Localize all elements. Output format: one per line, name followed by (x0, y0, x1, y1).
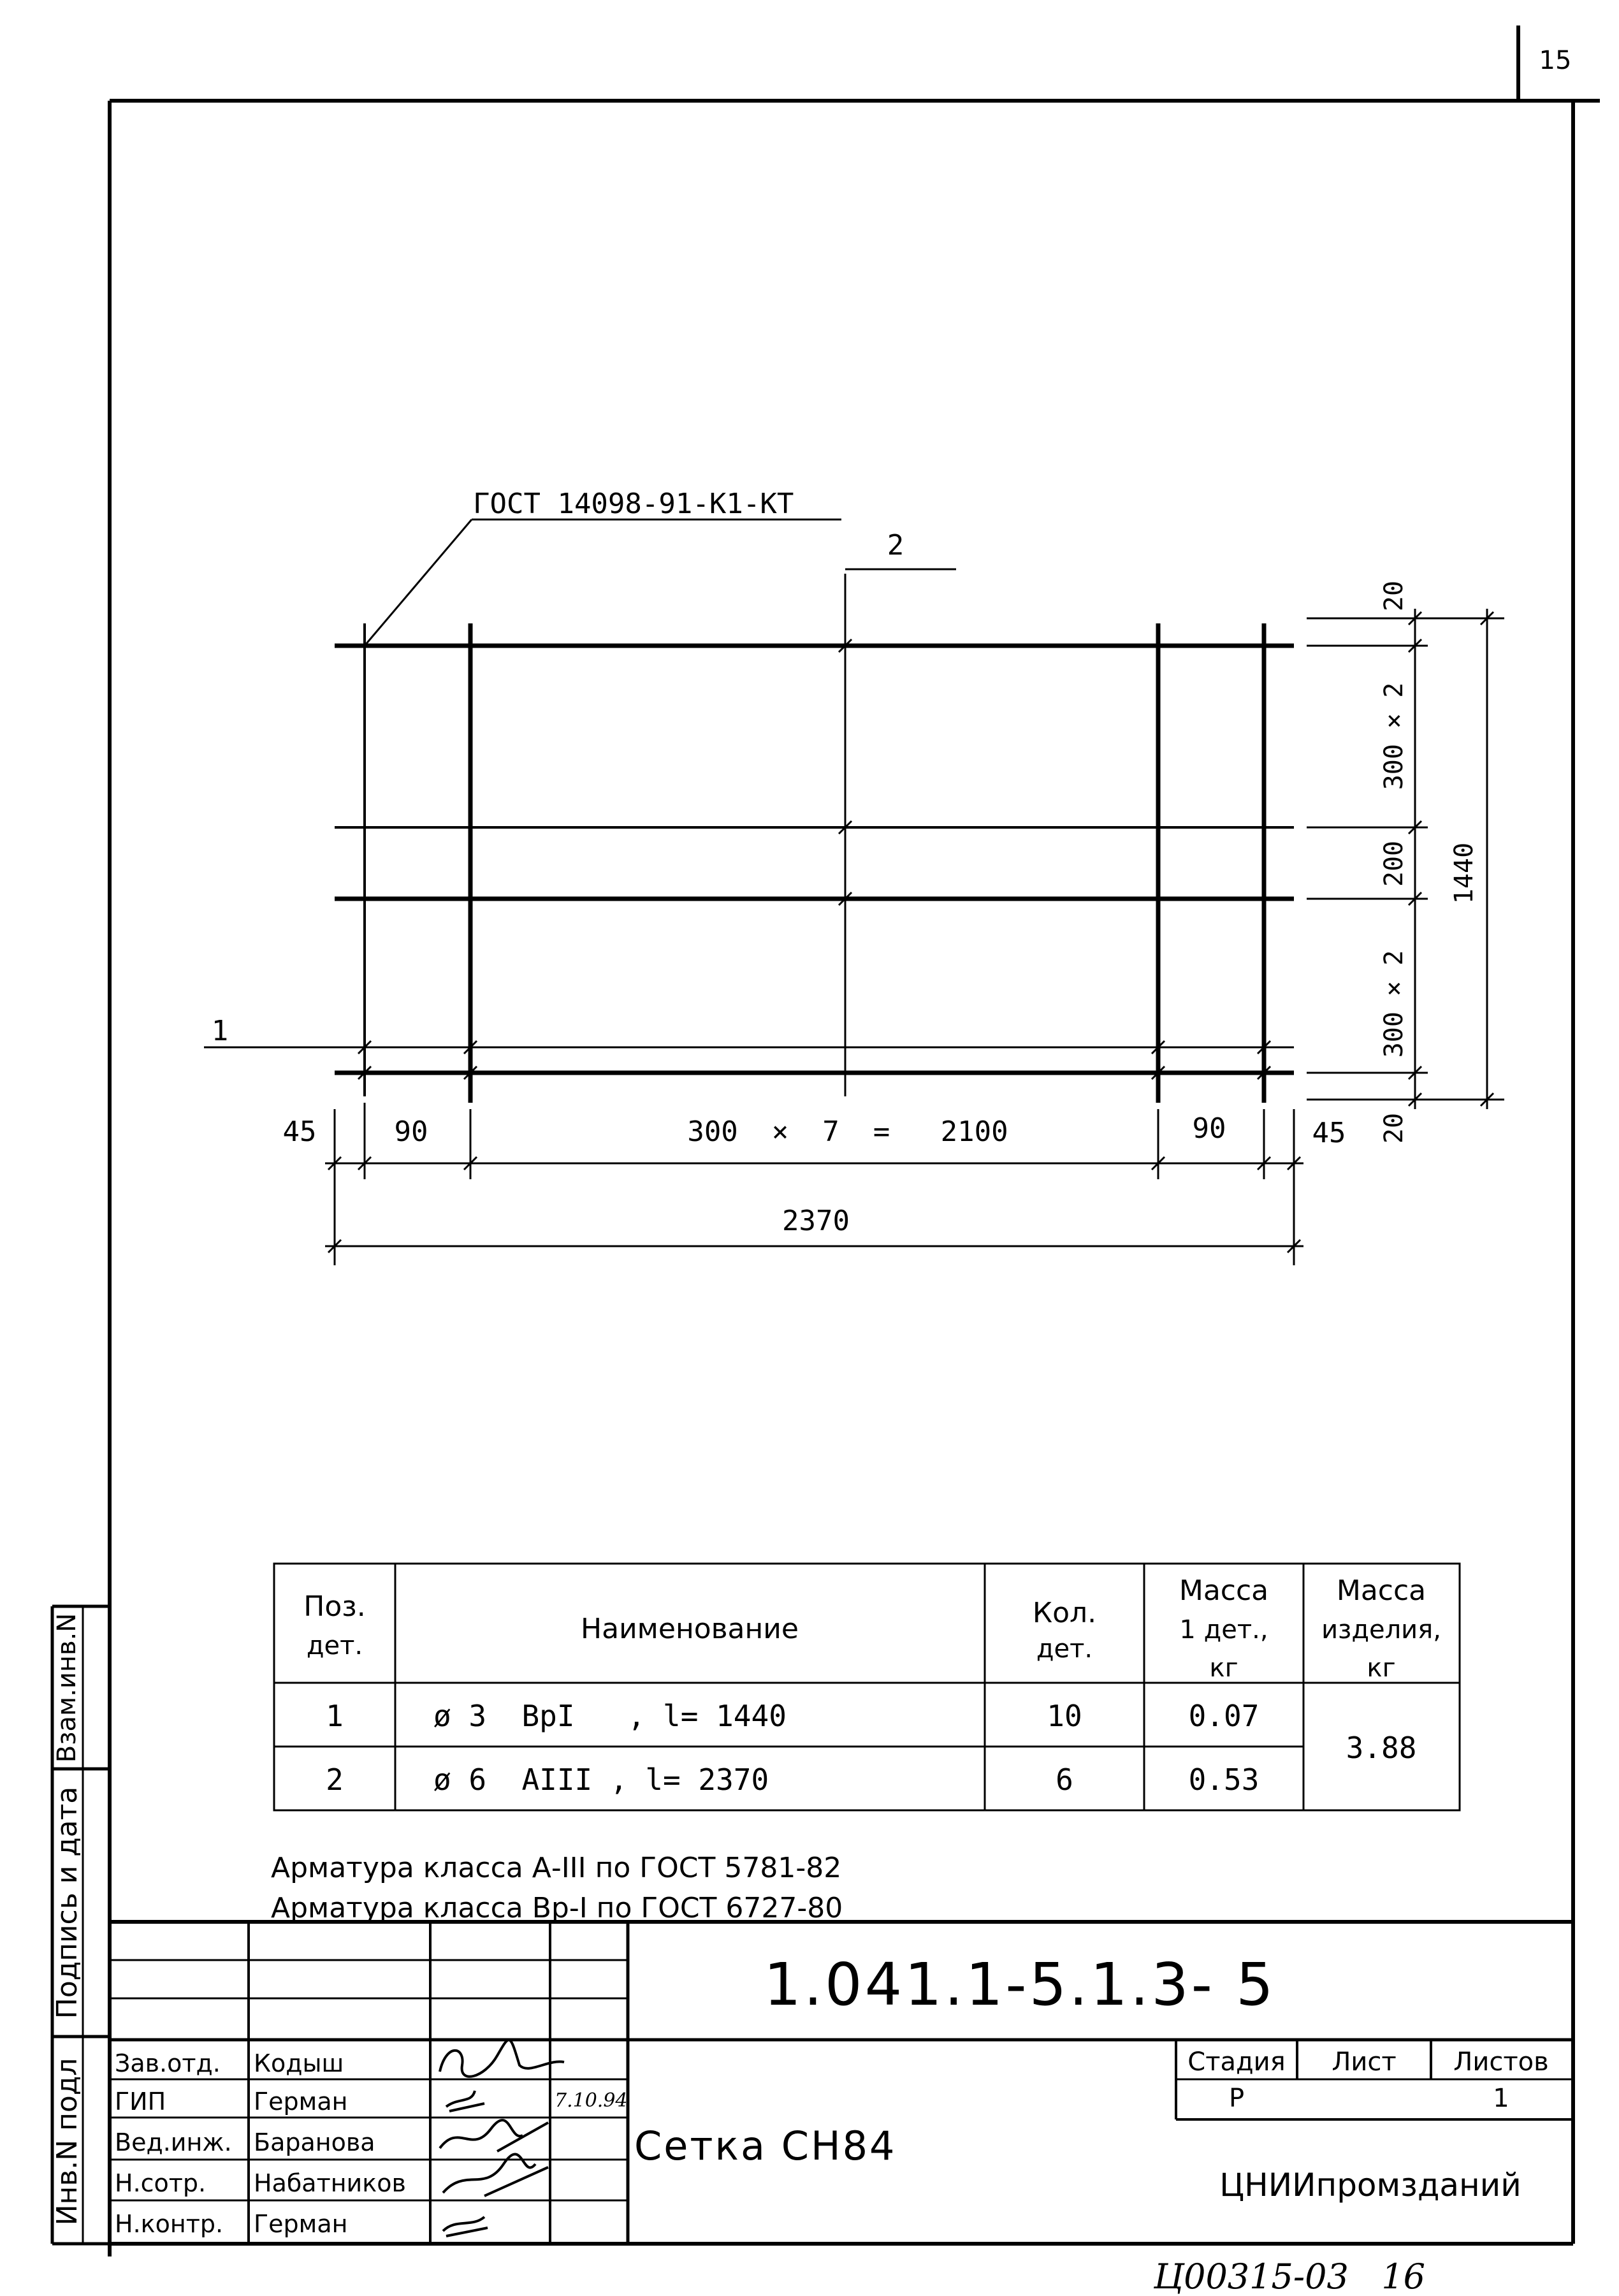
signer-name: Герман (254, 2088, 348, 2116)
side-stamp-podpis-data: Подпись и дата (51, 1786, 83, 2019)
stage-value: Р (1228, 2084, 1245, 2113)
table-row (326, 1762, 1259, 1797)
header-mass1-line1: Масса (1179, 1574, 1269, 1607)
archive-number: Ц00315-03 16 (1154, 2256, 1426, 2296)
dim-left-bay: 90 (394, 1115, 428, 1148)
dim-top-span: 300 × 2 (1379, 682, 1409, 790)
position-2-label: 2 (887, 529, 904, 562)
drawing-title: Сетка СН84 (634, 2123, 897, 2169)
signer-role: Вед.инж. (115, 2128, 232, 2156)
sheet-header: Лист (1332, 2047, 1397, 2077)
header-mass1-line3: кг (1209, 1653, 1238, 1683)
row1-pos: 1 (326, 1699, 344, 1733)
signer-name: Баранова (254, 2128, 375, 2156)
organization-name: ЦНИИпромзданий (1219, 2167, 1521, 2204)
signer-name: Набатников (254, 2169, 406, 2197)
signer-role: Зав.отд. (115, 2049, 221, 2077)
dim-middle-span: 300 × 7 = 2100 (687, 1115, 1008, 1148)
gost-leader-line (365, 520, 472, 646)
note-line-1: Арматура класса А-III по ГОСТ 5781-82 (271, 1852, 842, 1884)
sheets-header: Листов (1453, 2047, 1549, 2077)
header-mass-total-line1: Масса (1336, 1574, 1427, 1607)
row2-qty: 6 (1056, 1762, 1073, 1797)
row1-mass: 0.07 (1188, 1699, 1260, 1733)
document-code: 1.041.1-5.1.3- 5 (764, 1951, 1276, 2019)
signature-scribbles (440, 2040, 564, 2236)
header-qty-line1: Кол. (1032, 1597, 1097, 1629)
row1-name: ø 3 ВрI , l= 1440 (433, 1699, 787, 1733)
mesh-vertical-bars (365, 574, 1264, 1103)
sheet-number: 15 (1539, 46, 1572, 75)
signer-role: Н.контр. (115, 2210, 224, 2238)
header-qty-line2: дет. (1036, 1634, 1093, 1664)
position-1-label: 1 (211, 1015, 229, 1047)
gost-label: ГОСТ 14098-91-К1-КТ (473, 488, 794, 520)
row1-qty: 10 (1047, 1699, 1082, 1733)
note-line-2: Арматура класса Вр-I по ГОСТ 6727-80 (271, 1892, 843, 1924)
header-mass-total-line2: изделия, (1321, 1615, 1441, 1645)
header-pos-line2: дет. (306, 1631, 363, 1660)
table-row (115, 2210, 347, 2238)
dim-right-bay: 90 (1192, 1112, 1226, 1145)
stage-header: Стадия (1187, 2047, 1286, 2077)
specification-table (274, 1564, 1460, 1810)
dim-right-edge: 45 (1312, 1117, 1346, 1149)
table-row (115, 2128, 375, 2156)
header-name: Наименование (581, 1613, 799, 1645)
header-mass1-line2: 1 дет., (1179, 1615, 1268, 1645)
side-stamp-inv-podl: Инв.N подл (51, 2058, 83, 2226)
total-mass: 3.88 (1346, 1731, 1417, 1765)
signer-role: ГИП (115, 2088, 166, 2116)
side-stamp-vzam-inv: Взам.инв.N (52, 1613, 82, 1763)
dim-bottom-edge: 20 (1379, 1112, 1409, 1144)
side-stamp (51, 1606, 110, 2244)
signer-name: Кодыш (254, 2049, 344, 2077)
dim-bottom-span: 300 × 2 (1379, 950, 1409, 1058)
mesh-drawing (204, 488, 1504, 1265)
signer-name: Герман (254, 2210, 348, 2238)
dim-total-width: 2370 (782, 1205, 850, 1237)
sheets-value: 1 (1493, 2084, 1509, 2113)
table-row (115, 2049, 344, 2077)
title-block (110, 1922, 1573, 2244)
row2-name: ø 6 АIII , l= 2370 (433, 1762, 769, 1797)
dim-top-edge: 20 (1379, 580, 1409, 612)
row2-mass: 0.53 (1188, 1762, 1260, 1797)
header-pos-line1: Поз. (303, 1590, 366, 1623)
row2-pos: 2 (326, 1762, 344, 1797)
signer-role: Н.сотр. (115, 2169, 207, 2197)
dim-middle-vertical: 200 (1379, 840, 1409, 887)
dim-left-edge: 45 (282, 1115, 317, 1148)
header-mass-total-line3: кг (1367, 1653, 1396, 1683)
table-row (326, 1699, 1259, 1733)
table-row (115, 2088, 347, 2116)
dim-total-height: 1440 (1449, 842, 1479, 905)
signature-date: 7.10.94 (555, 2089, 628, 2112)
mesh-horizontal-bars (335, 646, 1294, 1073)
table-row (115, 2169, 406, 2197)
